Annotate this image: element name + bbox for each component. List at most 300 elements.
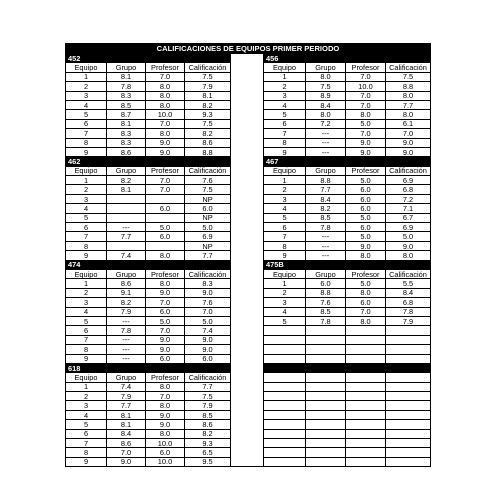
data-row — [66, 185, 431, 194]
right-cell: 8.0 — [346, 110, 386, 119]
data-row — [66, 232, 431, 241]
left-cell: 6 — [66, 429, 107, 438]
left-cell: 8.6 — [185, 420, 231, 429]
right-group-header-fill — [306, 260, 346, 269]
right-cell: 8.0 — [346, 251, 386, 260]
data-row — [66, 129, 431, 138]
spacer-cell — [231, 260, 264, 269]
right-cell — [386, 326, 431, 335]
left-cell: 6.5 — [185, 448, 231, 457]
right-column-header — [346, 373, 386, 382]
right-cell: 7 — [264, 129, 306, 138]
left-cell: 1 — [66, 72, 107, 81]
right-column-header: Grupo — [306, 269, 346, 278]
right-cell: 1 — [264, 279, 306, 288]
left-cell: 1 — [66, 176, 107, 185]
right-cell: 5.0 — [346, 279, 386, 288]
right-cell — [346, 429, 386, 438]
left-cell — [146, 194, 185, 203]
spacer-cell — [231, 82, 264, 91]
right-cell: 5.0 — [346, 232, 386, 241]
right-group-header-fill — [346, 363, 386, 372]
right-group-header-fill — [386, 157, 431, 166]
right-cell: 9.0 — [346, 241, 386, 250]
left-cell: 9.0 — [146, 288, 185, 297]
right-cell: 8.4 — [386, 288, 431, 297]
sheet-title: CALIFICACIONES DE EQUIPOS PRIMER PERIODO — [66, 44, 431, 54]
right-cell — [306, 420, 346, 429]
left-cell: 8.1 — [185, 91, 231, 100]
right-column-header — [386, 373, 431, 382]
left-cell: 7.7 — [185, 251, 231, 260]
right-cell: 5.0 — [346, 119, 386, 128]
left-group-header-fill — [185, 54, 231, 63]
left-cell: 6.0 — [146, 354, 185, 363]
right-cell: 5 — [264, 316, 306, 325]
right-cell — [346, 354, 386, 363]
right-cell — [386, 382, 431, 391]
data-row — [66, 354, 431, 363]
left-cell: 5 — [66, 420, 107, 429]
right-cell: --- — [306, 251, 346, 260]
right-cell: 8.0 — [346, 316, 386, 325]
right-group-header — [264, 363, 306, 372]
title-row — [66, 44, 431, 54]
left-column-header: Equipo — [66, 373, 107, 382]
left-cell: 9.0 — [146, 335, 185, 344]
left-cell — [146, 213, 185, 222]
left-group-header-fill — [185, 363, 231, 372]
data-row — [66, 110, 431, 119]
right-cell: 4 — [264, 204, 306, 213]
data-row — [66, 345, 431, 354]
right-cell — [386, 457, 431, 466]
right-cell: 8.2 — [306, 204, 346, 213]
data-row — [66, 176, 431, 185]
left-cell: 7.0 — [146, 72, 185, 81]
left-cell: 7.0 — [107, 448, 146, 457]
right-cell — [264, 345, 306, 354]
spacer-cell — [231, 100, 264, 109]
right-column-header: Equipo — [264, 63, 306, 72]
left-cell: 9.3 — [185, 439, 231, 448]
left-group-header-fill — [107, 260, 146, 269]
left-cell: 9.0 — [185, 288, 231, 297]
right-column-header: Grupo — [306, 63, 346, 72]
spacer-cell — [231, 373, 264, 382]
right-group-header-fill — [386, 260, 431, 269]
spacer-cell — [231, 288, 264, 297]
left-cell: NP — [185, 194, 231, 203]
left-cell: 4 — [66, 307, 107, 316]
left-cell: 7.9 — [185, 82, 231, 91]
left-column-header: Calificación — [185, 269, 231, 278]
left-group-header-fill — [185, 157, 231, 166]
left-cell: 6 — [66, 119, 107, 128]
left-column-header: Calificación — [185, 63, 231, 72]
right-cell — [386, 392, 431, 401]
right-column-header: Profesor — [346, 166, 386, 175]
right-cell — [346, 420, 386, 429]
spacer-cell — [231, 335, 264, 344]
left-column-header: Grupo — [107, 373, 146, 382]
left-cell: 8 — [66, 448, 107, 457]
left-cell: 7.9 — [107, 392, 146, 401]
left-cell: 3 — [66, 298, 107, 307]
left-cell: 6.0 — [146, 307, 185, 316]
right-cell: 7.2 — [386, 194, 431, 203]
spacer-cell — [231, 129, 264, 138]
right-cell: 6.8 — [386, 185, 431, 194]
left-cell: 8.2 — [107, 176, 146, 185]
data-row — [66, 194, 431, 203]
right-cell: 9.0 — [386, 241, 431, 250]
left-cell: 7 — [66, 232, 107, 241]
left-cell: 8.7 — [107, 110, 146, 119]
left-cell: 5 — [66, 316, 107, 325]
left-cell: 2 — [66, 392, 107, 401]
left-cell: 6.0 — [146, 448, 185, 457]
left-group-header-fill — [146, 363, 185, 372]
data-row — [66, 392, 431, 401]
left-column-header: Profesor — [146, 269, 185, 278]
left-cell: 9.0 — [146, 345, 185, 354]
right-column-header: Equipo — [264, 166, 306, 175]
right-cell: 6 — [264, 119, 306, 128]
right-cell — [264, 429, 306, 438]
right-cell — [264, 335, 306, 344]
left-cell: 6.0 — [185, 354, 231, 363]
right-column-header: Calificación — [386, 63, 431, 72]
right-cell: 7 — [264, 232, 306, 241]
spacer-cell — [231, 119, 264, 128]
right-group-header-fill — [346, 157, 386, 166]
spacer-cell — [231, 232, 264, 241]
right-group-header-fill — [306, 54, 346, 63]
left-column-header: Grupo — [107, 269, 146, 278]
left-column-header: Equipo — [66, 269, 107, 278]
right-cell: 6.0 — [346, 204, 386, 213]
spacer-cell — [231, 345, 264, 354]
spacer-cell — [231, 138, 264, 147]
left-cell — [107, 204, 146, 213]
spacer-cell — [231, 185, 264, 194]
data-row — [66, 316, 431, 325]
right-cell — [306, 382, 346, 391]
left-cell — [107, 241, 146, 250]
left-cell: 8.1 — [107, 72, 146, 81]
left-cell: 8.2 — [185, 100, 231, 109]
data-row — [66, 241, 431, 250]
right-column-header: Calificación — [386, 166, 431, 175]
data-row — [66, 382, 431, 391]
left-cell: 7.8 — [107, 326, 146, 335]
left-cell: 7.4 — [107, 382, 146, 391]
data-row — [66, 213, 431, 222]
left-cell: 8.0 — [146, 100, 185, 109]
group-header-row — [66, 260, 431, 269]
left-cell: 7.7 — [107, 232, 146, 241]
left-cell: 2 — [66, 82, 107, 91]
left-cell: 7.6 — [185, 176, 231, 185]
left-cell: 7.0 — [185, 307, 231, 316]
right-cell: 2 — [264, 185, 306, 194]
spacer-cell — [231, 54, 264, 63]
right-cell: 9.0 — [386, 138, 431, 147]
data-row — [66, 82, 431, 91]
right-cell: 7.8 — [306, 316, 346, 325]
left-cell: 8.6 — [107, 279, 146, 288]
right-cell: 2 — [264, 288, 306, 297]
left-cell: 9.0 — [146, 147, 185, 156]
left-cell: --- — [107, 354, 146, 363]
left-cell: 2 — [66, 288, 107, 297]
left-cell: 9.1 — [107, 288, 146, 297]
right-cell: 8.8 — [306, 176, 346, 185]
right-group-header-fill — [346, 54, 386, 63]
right-cell — [386, 401, 431, 410]
right-cell — [264, 392, 306, 401]
right-group-header-fill — [306, 363, 346, 372]
right-column-header: Equipo — [264, 269, 306, 278]
right-cell: 7.7 — [386, 100, 431, 109]
left-cell: 8.2 — [107, 298, 146, 307]
right-cell: 5 — [264, 110, 306, 119]
left-cell: 2 — [66, 185, 107, 194]
right-column-header — [306, 373, 346, 382]
right-cell: 9.0 — [386, 147, 431, 156]
right-cell: 7.0 — [346, 91, 386, 100]
right-cell: 7.1 — [386, 204, 431, 213]
left-cell: 6.9 — [185, 232, 231, 241]
right-cell: 8.0 — [346, 288, 386, 297]
left-cell: 8.0 — [146, 129, 185, 138]
left-cell: NP — [185, 213, 231, 222]
group-header-row — [66, 363, 431, 372]
data-row — [66, 420, 431, 429]
spacer-cell — [231, 392, 264, 401]
right-cell: 6.0 — [346, 194, 386, 203]
right-cell — [346, 326, 386, 335]
data-row — [66, 91, 431, 100]
spacer-cell — [231, 157, 264, 166]
spacer-cell — [231, 429, 264, 438]
left-cell: 8.3 — [107, 138, 146, 147]
right-cell: 5.0 — [346, 176, 386, 185]
left-column-header: Equipo — [66, 166, 107, 175]
data-row — [66, 251, 431, 260]
right-cell — [386, 410, 431, 419]
left-cell: --- — [107, 345, 146, 354]
right-cell: 7.6 — [306, 298, 346, 307]
right-cell: 7.7 — [306, 185, 346, 194]
spacer-cell — [231, 420, 264, 429]
right-group-header: 456 — [264, 54, 306, 63]
right-cell — [306, 439, 346, 448]
left-cell: 8.4 — [107, 429, 146, 438]
right-cell — [306, 345, 346, 354]
left-cell: 3 — [66, 194, 107, 203]
right-group-header: 467 — [264, 157, 306, 166]
right-cell: 8 — [264, 138, 306, 147]
left-cell: 7.9 — [107, 307, 146, 316]
data-row — [66, 401, 431, 410]
left-cell: 6 — [66, 326, 107, 335]
spacer-cell — [231, 147, 264, 156]
left-cell: 8.0 — [146, 382, 185, 391]
spacer-cell — [231, 166, 264, 175]
left-cell: 1 — [66, 279, 107, 288]
group-header-row — [66, 54, 431, 63]
left-cell: 7 — [66, 335, 107, 344]
left-group-header-fill — [146, 157, 185, 166]
right-cell: 8.8 — [306, 288, 346, 297]
data-row — [66, 72, 431, 81]
right-cell: 4 — [264, 100, 306, 109]
right-cell: --- — [306, 129, 346, 138]
right-cell — [264, 326, 306, 335]
right-cell: 8.4 — [306, 100, 346, 109]
spacer-cell — [231, 354, 264, 363]
left-cell: 6.0 — [146, 204, 185, 213]
right-column-header: Grupo — [306, 166, 346, 175]
right-cell — [346, 439, 386, 448]
right-cell — [346, 382, 386, 391]
right-cell: 6.9 — [386, 176, 431, 185]
spacer-cell — [231, 194, 264, 203]
left-cell: 7.0 — [146, 176, 185, 185]
right-cell: 8 — [264, 241, 306, 250]
right-group-header-fill — [306, 157, 346, 166]
grades-sheet — [65, 43, 431, 467]
spacer-cell — [231, 251, 264, 260]
data-row — [66, 439, 431, 448]
right-cell: 7.5 — [306, 82, 346, 91]
left-cell: 8 — [66, 241, 107, 250]
left-cell: 6.0 — [185, 204, 231, 213]
left-cell: 10.0 — [146, 439, 185, 448]
left-cell: 7 — [66, 129, 107, 138]
left-cell: 5.0 — [146, 316, 185, 325]
right-cell: 7.8 — [306, 223, 346, 232]
right-cell: 7.9 — [386, 316, 431, 325]
right-cell: 4 — [264, 307, 306, 316]
left-cell: 8 — [66, 345, 107, 354]
right-cell — [264, 448, 306, 457]
spacer-cell — [231, 63, 264, 72]
left-cell: 7.0 — [146, 119, 185, 128]
left-cell: 8.1 — [107, 185, 146, 194]
left-cell — [107, 213, 146, 222]
right-cell: 6.0 — [346, 223, 386, 232]
data-row — [66, 307, 431, 316]
left-cell: 8.6 — [107, 147, 146, 156]
left-cell: 8.1 — [107, 119, 146, 128]
right-cell: 5.5 — [386, 279, 431, 288]
spacer-cell — [231, 382, 264, 391]
spacer-cell — [231, 298, 264, 307]
right-cell: 9.0 — [346, 138, 386, 147]
left-cell: 7.7 — [185, 382, 231, 391]
left-group-header-fill — [107, 157, 146, 166]
right-cell — [264, 410, 306, 419]
left-group-header: 618 — [66, 363, 107, 372]
left-cell: 5.0 — [185, 316, 231, 325]
right-cell: 5.0 — [386, 232, 431, 241]
column-header-row — [66, 166, 431, 175]
right-cell — [306, 448, 346, 457]
left-cell: 5.0 — [146, 223, 185, 232]
data-row — [66, 223, 431, 232]
left-cell: 7.7 — [107, 401, 146, 410]
right-cell — [306, 457, 346, 466]
left-group-header-fill — [107, 363, 146, 372]
right-cell — [264, 401, 306, 410]
right-cell: 8.4 — [306, 194, 346, 203]
left-column-header: Profesor — [146, 373, 185, 382]
left-cell: 8.3 — [185, 279, 231, 288]
left-cell — [146, 241, 185, 250]
left-cell: 9 — [66, 457, 107, 466]
spacer-cell — [231, 401, 264, 410]
spacer-cell — [231, 213, 264, 222]
left-cell: --- — [107, 335, 146, 344]
right-cell — [264, 354, 306, 363]
right-cell — [306, 392, 346, 401]
right-cell: 7.0 — [346, 129, 386, 138]
left-cell: 5 — [66, 110, 107, 119]
left-cell: 8.0 — [146, 91, 185, 100]
right-cell — [264, 420, 306, 429]
left-group-header-fill — [185, 260, 231, 269]
left-group-header: 452 — [66, 54, 107, 63]
spacer-cell — [231, 457, 264, 466]
right-cell: 1 — [264, 176, 306, 185]
right-cell: 9 — [264, 251, 306, 260]
right-cell — [386, 420, 431, 429]
right-cell — [386, 345, 431, 354]
left-cell: 8.6 — [107, 439, 146, 448]
right-cell: --- — [306, 232, 346, 241]
left-cell: 8.2 — [185, 129, 231, 138]
column-header-row — [66, 373, 431, 382]
left-cell: 3 — [66, 401, 107, 410]
left-cell: 8 — [66, 138, 107, 147]
data-row — [66, 448, 431, 457]
left-column-header: Grupo — [107, 63, 146, 72]
right-cell — [264, 457, 306, 466]
left-cell: 8.0 — [146, 251, 185, 260]
right-cell — [346, 345, 386, 354]
right-cell: 6.9 — [386, 223, 431, 232]
left-cell: 5 — [66, 213, 107, 222]
left-cell: 7 — [66, 439, 107, 448]
spacer-cell — [231, 110, 264, 119]
left-cell: 4 — [66, 410, 107, 419]
left-cell: 9.5 — [185, 457, 231, 466]
left-cell: 9.0 — [185, 335, 231, 344]
spacer-cell — [231, 269, 264, 278]
data-row — [66, 100, 431, 109]
data-row — [66, 279, 431, 288]
right-group-header-fill — [386, 363, 431, 372]
left-cell: 7.5 — [185, 392, 231, 401]
left-column-header: Calificación — [185, 166, 231, 175]
spacer-cell — [231, 204, 264, 213]
left-cell: 7.4 — [185, 326, 231, 335]
left-cell: --- — [107, 316, 146, 325]
left-column-header: Calificación — [185, 373, 231, 382]
